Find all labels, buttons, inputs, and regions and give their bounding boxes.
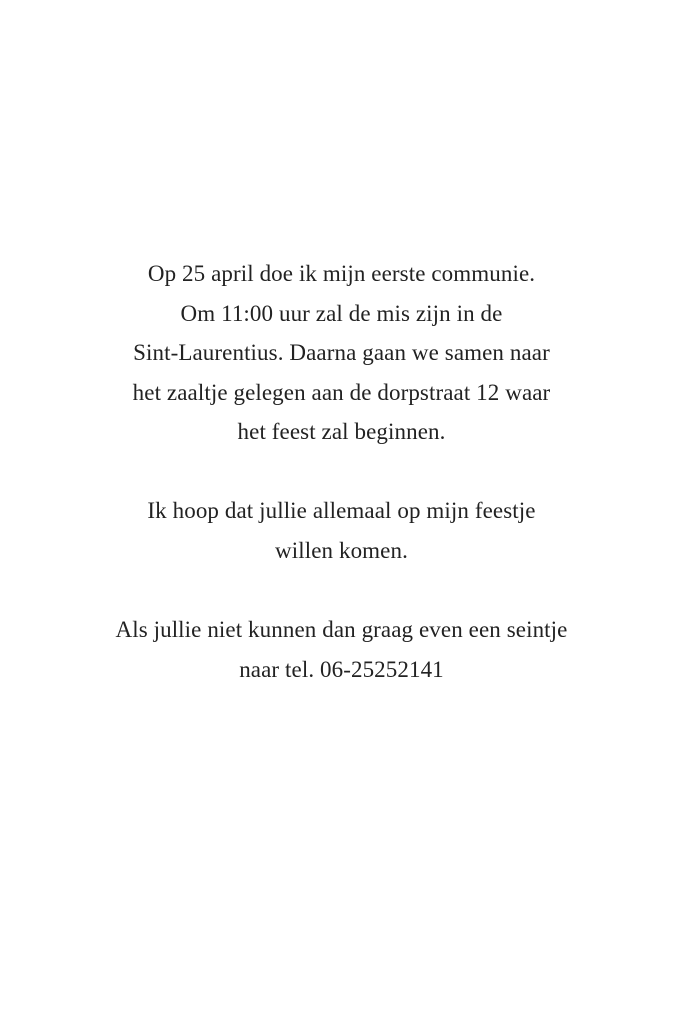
text-line: Op 25 april doe ik mijn eerste communie.: [147, 261, 536, 286]
invitation-wish-paragraph: [40, 491, 643, 570]
text-line: Ik hoop dat jullie allemaal op mijn feestje: [147, 498, 536, 523]
invitation-details-paragraph: [40, 254, 643, 452]
text-line: Als jullie niet kunnen dan graag even een seintje: [115, 617, 568, 642]
text-line: Sint-Laurentius. Daarna gaan we samen naar: [133, 340, 550, 365]
text-line: willen komen.: [275, 537, 408, 563]
invitation-contact-paragraph: [40, 610, 643, 689]
text-line: het zaaltje gelegen aan de dorpstraat 12 waar: [132, 379, 551, 405]
phone-line: naar tel. 06-25252141: [239, 656, 444, 682]
text-line: Om 11:00 uur zal de mis zijn in de: [180, 300, 503, 326]
text-line: het feest zal beginnen.: [237, 419, 446, 444]
